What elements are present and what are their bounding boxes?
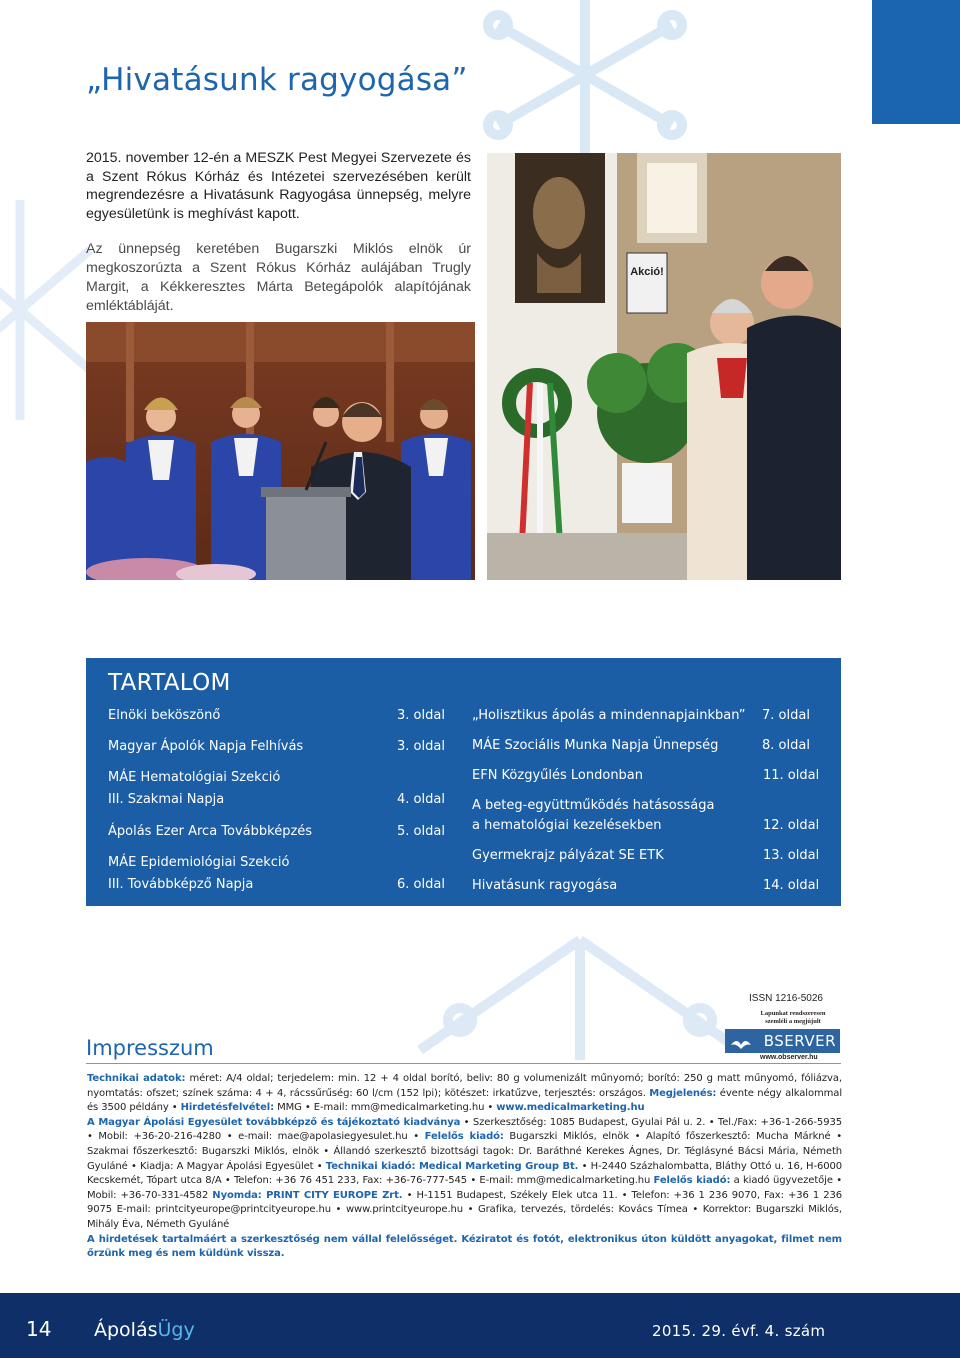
toc-page: 3. oldal [397,708,445,723]
observer-tagline-line2: szemléli a megjújult [765,1018,821,1025]
speech-photo [86,322,475,580]
bird-icon [731,1034,751,1058]
toc-page: 13. oldal [763,848,820,863]
toc-item-line2[interactable]: a hematológiai kezelésekben [472,818,662,833]
observer-logo-text: BSERVER [763,1032,836,1050]
toc-page: 14. oldal [763,878,820,893]
brand-part2: Ügy [157,1319,195,1341]
corner-banner [872,0,960,124]
toc-page: 12. oldal [763,818,820,833]
imp-label: A Magyar Ápolási Egyesület továbbképző és tájékoztató kiadványa [87,1116,461,1128]
observer-logo [725,1029,840,1053]
snowflake-decoration-left [0,180,100,440]
toc-item[interactable]: MÁE Szociális Munka Napja Ünnepség [472,738,719,753]
imp-text: méret: A/4 oldal; terjedelem: min. 12 + 4 oldal borító, beliv: 80 g volumenizált műnyomó; borító: 250 g matt műnyomó, fóliázva, nyomtatás: ofszet; színek száma: 4 + 4, rácssűrűség: 60 l/cm (152 lpi); kötészet: irkatűzve, terjesztés: országos. [87,1073,842,1099]
sign-text: Akció! [630,266,664,278]
wreath-plaque-photo [487,153,841,580]
page-number: 14 [26,1317,52,1341]
toc-item[interactable]: Elnöki beköszönő [108,708,221,723]
toc-page: 7. oldal [762,708,810,723]
toc-item-line2[interactable]: III. Továbbképző Napja [108,877,254,892]
snowflake-decoration-bottom [400,920,760,1060]
magazine-logo [94,1319,195,1341]
observer-tagline-line1: Lapunkat rendszeresen [760,1010,826,1017]
toc-item[interactable]: EFN Közgyűlés Londonban [472,768,644,783]
imp-label: Megjelenés: [649,1087,717,1099]
toc-page: 8. oldal [762,738,810,753]
toc-item[interactable]: A beteg-együttműködés hatásossága [472,798,715,813]
toc-item[interactable]: MÁE Epidemiológiai Szekció [108,855,290,870]
imp-text: a kiadó ügyvezetője • Mobil: +36-70-331-4582 [87,1175,842,1201]
toc-page: 6. oldal [397,877,445,892]
imp-text: • H-2440 Százhalombatta, Bláthy Ottó u. 16, H-6000 Kecskemét, Tópart utca 8/A • Telefon: +36 76 451 233, Fax: +36-76-777-545 • E-mail: mm@medicalmarketing.hu [87,1160,843,1187]
toc-title: TARTALOM [108,670,231,696]
page-title: „Hivatásunk ragyogása” [86,62,468,98]
imp-label: Felelős kiadó: [424,1131,504,1143]
toc-item[interactable]: Magyar Ápolók Napja Felhívás [108,739,304,754]
imp-label: Technikai adatok: [87,1073,186,1084]
toc-item[interactable]: Hivatásunk ragyogása [472,878,618,893]
toc-page: 11. oldal [763,768,820,783]
observer-tagline [747,1010,839,1026]
issue-label: 2015. 29. évf. 4. szám [652,1322,826,1340]
impresszum-text [87,1072,842,1262]
toc-page: 5. oldal [397,824,445,839]
imp-link[interactable]: www.medicalmarketing.hu [496,1102,645,1114]
imp-label: Nyomda: PRINT CITY EUROPE Zrt. [212,1189,403,1201]
table-of-contents [86,658,841,906]
toc-item[interactable]: „Holisztikus ápolás a mindennapjainkban” [472,708,746,723]
divider [86,1063,841,1064]
toc-item[interactable]: Ápolás Ezer Arca Továbbképzés [108,824,313,839]
imp-label: Technikai kiadó: Medical Marketing Group Bt. [325,1160,579,1172]
toc-item[interactable]: Gyermekrajz pályázat SE ETK [472,848,664,863]
imp-text: Bugarszki Miklós, elnök • Alapító főszerkesztő: Mucha Márkné • Szakmai főszerkesztő: Bugarszki Miklós, elnök • Állandó szerkesztő bizottsági tagok: Dr. Baráthné Kerekes Ágnes, Dr. Téglásyné Bácsi Mária, Németh Gyuláné • Kiadja: A Magyar Ápolási Egyesület • [87,1131,842,1172]
imp-disclaimer: A hirdetések tartalmáért a szerkesztőség nem vállal felelősséget. Kéziratot és fotót, elektronikus úton küldött anyagokat, filmet nem őrzünk meg és nem küldünk vissza. [87,1233,842,1260]
imp-text: • Szerkesztőség: 1085 Budapest, Gyulai Pál u. 2. • Tel./Fax: +36-1-266-5935 • Mobil: +36-20-216-4280 • e-mail: mae@apolasiegyesulet.hu • [87,1116,842,1143]
imp-text: MMG • E-mail: mm@medicalmarketing.hu • [273,1102,497,1114]
imp-label: Felelős kiadó: [653,1175,731,1187]
imp-text: • H-1151 Budapest, Székely Elek utca 11. • Telefon: +36 1 236 9070, Fax: +36 1 236 9075 E-mail: printcityeurope@printcityeurope.hu • www.printcityeurope.hu • Grafika, tervezés, tördelés: Kovács Tímea • Korrektor: Bugarszki Miklós, Mihály Éva, Németh Gyuláné [87,1189,842,1230]
imp-text: évente négy alkalommal és 3500 példány • [87,1087,842,1114]
issn-label: ISSN 1216-5026 [749,993,823,1004]
article-lead: 2015. november 12-én a MESZK Pest Megyei Szervezete és a Szent Rókus Kórház és Intézetei szervezésében került megrendezésre a Hivatásunk Ragyogása ünnepség, melyre egyesületünk is meghívást kapott. [86,150,471,222]
brand-part1: Ápolás [94,1319,158,1341]
toc-page: 3. oldal [397,739,445,754]
observer-url: www.observer.hu [760,1054,818,1061]
toc-item[interactable]: MÁE Hematológiai Szekció [108,770,281,785]
toc-page: 4. oldal [397,792,445,807]
impresszum-title: Impresszum [86,1036,214,1060]
toc-item-line2[interactable]: III. Szakmai Napja [108,792,225,807]
imp-label: Hirdetésfelvétel: [180,1102,274,1114]
article-paragraph: Az ünnepség keretében Bugarszki Miklós elnök úr megkoszorúzta a Szent Rókus Kórház aulájában Trugly Margit, a Kékkeresztes Márta Betegápolók alapítójának emléktábláját. [86,241,471,314]
